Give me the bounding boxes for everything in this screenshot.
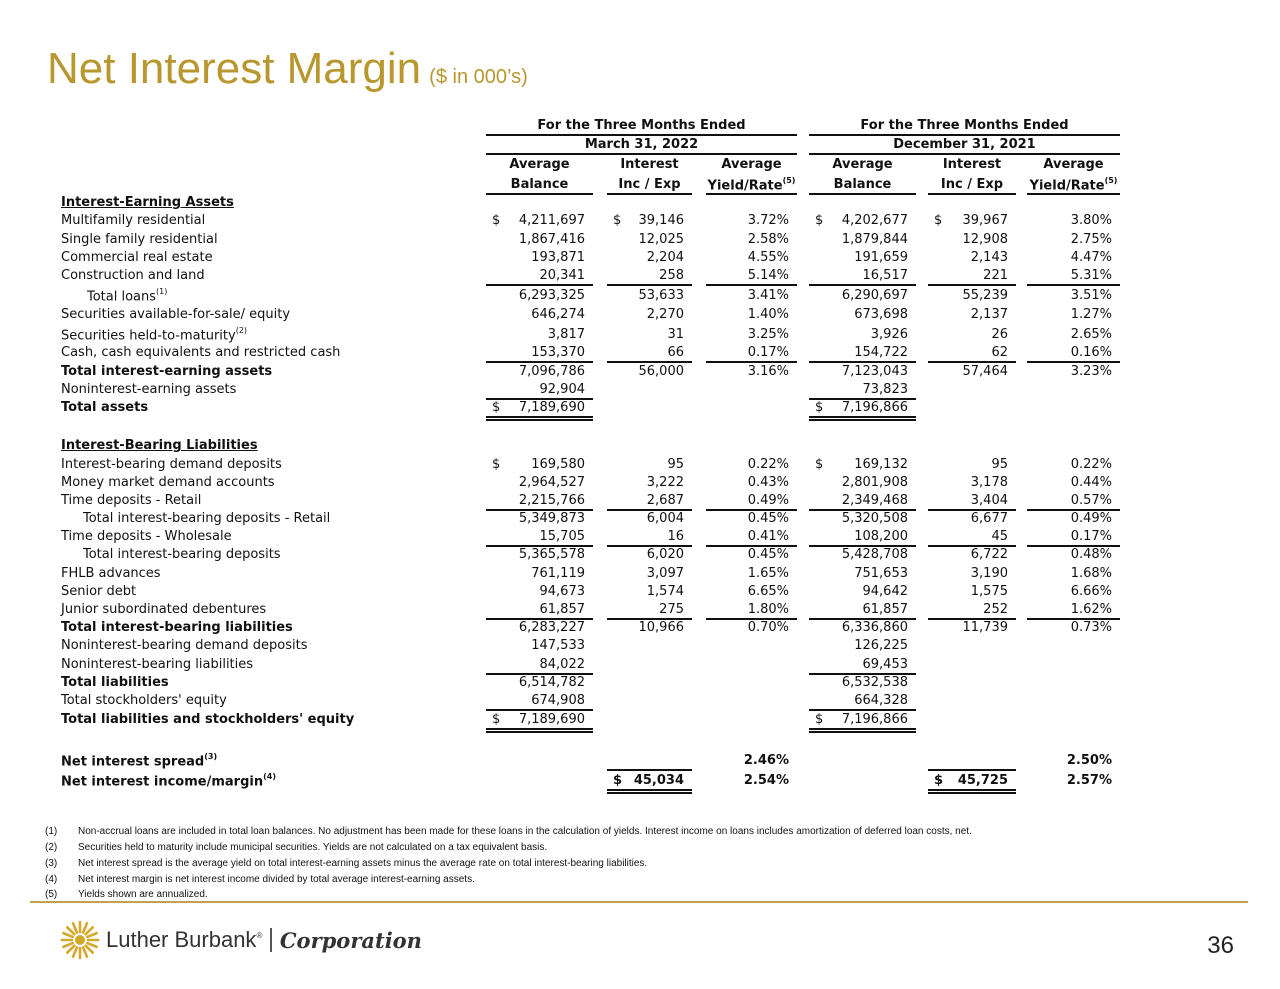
table-cell: 4,211,697 [518,213,585,228]
table-cell: 73,823 [862,382,908,397]
logo-separator [270,928,272,952]
cell-underline [486,709,593,711]
row-label: Total interest-bearing deposits - Retail [83,511,331,526]
table-cell: 56,000 [638,364,684,379]
table-cell: 2.57% [1066,773,1112,788]
column-header-rule [928,193,1016,195]
cell-double-underline [486,419,593,421]
table-cell: 0.57% [1070,493,1112,508]
table-cell: 7,196,866 [841,712,908,727]
cell-underline [607,769,692,771]
table-cell: 5,365,578 [518,547,585,562]
period-header-line2: December 31, 2021 [893,137,1036,152]
table-cell: 2.54% [743,773,789,788]
row-label: Total loans$^{(1)}$ [87,287,168,305]
table-cell: 7,123,043 [841,364,908,379]
cell-double-underline [809,419,916,421]
table-cell: 3,222 [646,475,684,490]
table-cell: 674,908 [531,693,585,708]
sun-ray [67,946,74,953]
table-cell: 62 [991,345,1008,360]
footnote-number: (3) [45,858,58,869]
table-cell: 6.65% [747,584,789,599]
column-header-top: Interest [942,157,1002,172]
table-cell: 7,189,690 [518,400,585,415]
row-label: Total interest-bearing liabilities [61,620,293,635]
sun-ray [63,933,72,937]
column-header-rule [486,193,593,195]
table-cell: 5,349,873 [518,511,585,526]
table-cell: 147,533 [531,638,585,653]
table-cell: 0.16% [1070,345,1112,360]
period-header-line1: For the Three Months Ended [537,118,746,133]
table-cell: 1,867,416 [518,232,585,247]
table-cell: 2,349,468 [841,493,908,508]
table-cell: 761,119 [531,566,585,581]
column-header-rule [809,193,916,195]
table-cell: 26 [991,327,1008,342]
cell-double-underline [607,792,692,794]
logo-brand-text: Luther Burbank® [106,927,263,952]
table-cell: 95 [667,457,684,472]
row-label: Securities available-for-sale/ equity [61,307,291,322]
table-cell: 57,464 [962,364,1008,379]
footnote-text: Net interest margin is net interest income divided by total average interest-earning assets. [78,874,475,885]
table-cell: 1.65% [747,566,789,581]
row-label: Noninterest-bearing liabilities [61,657,254,672]
cell-underline [706,361,797,363]
column-header-top: Average [1043,157,1104,172]
row-label: Junior subordinated debentures [61,602,267,617]
table-cell: 169,580 [531,457,585,472]
table-cell: 258 [659,268,684,283]
row-label: Noninterest-bearing demand deposits [61,638,308,653]
table-cell: 5.14% [747,268,789,283]
table-cell: 6,020 [646,547,684,562]
table-cell: 94,673 [539,584,585,599]
row-label: Total liabilities [61,675,169,690]
row-label: Cash, cash equivalents and restricted cash [61,345,341,360]
cell-double-underline [809,728,916,730]
row-label: Interest-Earning Assets [61,195,234,210]
table-cell: 2.46% [743,753,789,768]
dollar-sign: $ [492,213,501,228]
table-cell: 0.49% [1070,511,1112,526]
column-header-rule [607,193,692,195]
table-cell: 53,633 [638,288,684,303]
table-cell: 3.51% [1070,288,1112,303]
period-header-rule [809,134,1120,136]
table-cell: 0.49% [747,493,789,508]
column-header-top: Average [721,157,782,172]
table-cell: 6,283,227 [518,620,585,635]
column-header-bottom: Yield/Rate$^{(5)}$ [707,176,796,194]
column-header-bottom: Yield/Rate$^{(5)}$ [1029,176,1118,194]
table-cell: 646,274 [531,307,585,322]
company-logo [60,920,422,960]
table-cell: 31 [667,327,684,342]
table-cell: 3,926 [870,327,908,342]
table-cell: 6,290,697 [841,288,908,303]
table-cell: 3,097 [646,566,684,581]
table-cell: 4,202,677 [841,213,908,228]
table-cell: 252 [983,602,1008,617]
table-cell: 3.72% [747,213,789,228]
row-label: FHLB advances [61,566,161,581]
table-cell: 169,132 [854,457,908,472]
sun-ray [87,943,96,947]
table-cell: 15,705 [539,529,585,544]
table-cell: 1,575 [970,584,1008,599]
row-label: Total assets [61,400,149,415]
table-cell: 7,189,690 [518,712,585,727]
table-cell: 3,817 [547,327,585,342]
table-cell: 12,908 [962,232,1008,247]
sun-ray [67,927,74,934]
table-cell: 45,034 [633,773,684,788]
sun-ray [87,933,96,937]
table-cell: 0.45% [747,511,789,526]
cell-underline [809,284,916,286]
cell-underline [928,284,1016,286]
table-cell: 1,574 [646,584,684,599]
cell-underline [486,284,593,286]
footer-rule [30,901,1248,903]
cell-underline [928,769,1016,771]
cell-underline [809,709,916,711]
table-cell: 0.17% [1070,529,1112,544]
row-label: Senior debt [61,584,137,599]
table-cell: 2.65% [1070,327,1112,342]
table-cell: 126,225 [854,638,908,653]
column-header-top: Average [832,157,893,172]
sun-ray [86,946,93,953]
cell-underline [809,361,916,363]
column-header-rule [706,193,797,195]
row-label: Total interest-bearing deposits [83,547,281,562]
sun-ray [83,923,87,932]
table-cell: 3,404 [970,493,1008,508]
footnote-number: (5) [45,889,58,900]
table-cell: 95 [991,457,1008,472]
dollar-sign: $ [492,400,501,415]
table-cell: 92,904 [539,382,585,397]
table-cell: 1,879,844 [841,232,908,247]
table-cell: 6,532,538 [841,675,908,690]
cell-underline [1027,361,1120,363]
table-cell: 6,004 [646,511,684,526]
sun-ray [63,943,72,947]
row-label: Total liabilities and stockholders' equity [61,712,355,727]
cell-double-underline [928,792,1016,794]
table-cell: 4.47% [1070,250,1112,265]
cell-underline [607,284,692,286]
period-header-rule [486,134,797,136]
dollar-sign: $ [815,213,824,228]
cell-double-underline [928,789,1016,791]
column-header-top: Interest [620,157,679,172]
table-cell: 1.68% [1070,566,1112,581]
table-cell: 1.27% [1070,307,1112,322]
sun-ray [73,947,77,956]
table-cell: 3,178 [970,475,1008,490]
table-cell: 5,320,508 [841,511,908,526]
footnote-text: Net interest spread is the average yield on total interest-earning assets minus the average rate on total interest-bearing liabilities. [78,858,648,869]
table-cell: 3.80% [1070,213,1112,228]
page-title: Net Interest Margin ($ in 000’s) [47,44,528,93]
row-label: Money market demand accounts [61,475,275,490]
dollar-sign: $ [815,457,824,472]
row-label: Net interest income/margin$^{(4)}$ [61,772,276,790]
table-cell: 94,642 [862,584,908,599]
table-cell: 751,653 [854,566,908,581]
dollar-sign: $ [613,213,622,228]
table-cell: 5,428,708 [841,547,908,562]
table-cell: 2,143 [970,250,1008,265]
table-cell: 153,370 [531,345,585,360]
cell-double-underline [809,731,916,733]
table-cell: 12,025 [638,232,684,247]
table-cell: 61,857 [862,602,908,617]
column-header-rule [1027,193,1120,195]
table-cell: 6,677 [970,511,1008,526]
table-cell: 221 [983,268,1008,283]
table-cell: 0.44% [1070,475,1112,490]
table-cell: 7,096,786 [518,364,585,379]
row-label: Commercial real estate [61,250,213,265]
dollar-sign: $ [934,213,943,228]
cell-underline [706,284,797,286]
table-cell: 0.22% [1070,457,1112,472]
table-cell: 193,871 [531,250,585,265]
page-subtitle: ($ in 000’s) [429,66,528,88]
dollar-sign: $ [934,773,944,788]
table-cell: 20,341 [539,268,585,283]
cell-double-underline [486,731,593,733]
table-cell: 154,722 [854,345,908,360]
cell-underline [607,361,692,363]
sunburst-logo-icon [60,920,100,960]
row-label: Total interest-earning assets [61,364,273,379]
table-cell: 11,739 [962,620,1008,635]
row-label: Total stockholders' equity [61,693,227,708]
footnote-text: Securities held to maturity include municipal securities. Yields are not calculated on a tax equivalent basis. [78,842,548,853]
table-cell: 39,146 [638,213,684,228]
table-cell: 0.45% [747,547,789,562]
table-cell: 2.50% [1066,753,1112,768]
period-header-rule [809,153,1120,155]
table-cell: 16 [667,529,684,544]
table-cell: 45 [991,529,1008,544]
table-cell: 66 [667,345,684,360]
table-cell: 0.73% [1070,620,1112,635]
cell-double-underline [607,789,692,791]
table-cell: 45,725 [957,773,1008,788]
table-cell: 2.75% [1070,232,1112,247]
table-cell: 16,517 [862,268,908,283]
row-label: Time deposits - Retail [61,493,202,508]
table-cell: 0.70% [747,620,789,635]
table-cell: 2,204 [646,250,684,265]
table-cell: 84,022 [539,657,585,672]
row-label: Interest-bearing demand deposits [61,457,282,472]
table-cell: 2,964,527 [518,475,585,490]
table-cell: 275 [659,602,684,617]
column-header-top: Average [509,157,570,172]
table-cell: 1.62% [1070,602,1112,617]
table-cell: 1.40% [747,307,789,322]
row-label: Securities held-to-maturity$^{(2)}$ [61,326,248,344]
table-cell: 69,453 [862,657,908,672]
cell-double-underline [486,728,593,730]
footnote-number: (4) [45,874,58,885]
table-cell: 2,801,908 [841,475,908,490]
column-header-bottom: Inc / Exp [940,177,1004,192]
row-label: Noninterest-earning assets [61,382,237,397]
footnote-text: Yields shown are annualized. [78,889,208,900]
column-header-bottom: Inc / Exp [618,177,681,192]
table-cell: 0.22% [747,457,789,472]
table-cell: 0.48% [1070,547,1112,562]
table-cell: 664,328 [854,693,908,708]
period-header-rule [486,153,797,155]
table-cell: 0.41% [747,529,789,544]
row-label: Interest-Bearing Liabilities [61,438,258,453]
table-cell: 4.55% [747,250,789,265]
table-cell: 5.31% [1070,268,1112,283]
table-cell: 3,190 [970,566,1008,581]
cell-underline [1027,284,1120,286]
row-label: Construction and land [61,268,205,283]
row-label: Single family residential [61,232,218,247]
table-cell: 2,137 [970,307,1008,322]
table-cell: 3.23% [1070,364,1112,379]
table-cell: 6,336,860 [841,620,908,635]
footnote-number: (1) [45,826,58,837]
row-label: Time deposits - Wholesale [61,529,232,544]
table-cell: 39,967 [962,213,1008,228]
table-cell: 3.25% [747,327,789,342]
table-cell: 2.58% [747,232,789,247]
table-cell: 2,687 [646,493,684,508]
table-cell: 6,293,325 [518,288,585,303]
row-label: Multifamily residential [61,213,206,228]
column-header-bottom: Balance [833,177,892,192]
sun-ray [86,927,93,934]
table-cell: 6,722 [970,547,1008,562]
table-cell: 7,196,866 [841,400,908,415]
table-cell: 6.66% [1070,584,1112,599]
dollar-sign: $ [492,712,501,727]
table-cell: 673,698 [854,307,908,322]
cell-underline [928,361,1016,363]
table-cell: 1.80% [747,602,789,617]
table-cell: 3.16% [747,364,789,379]
table-cell: 2,270 [646,307,684,322]
table-cell: 61,857 [539,602,585,617]
row-label: Net interest spread$^{(3)}$ [61,752,218,770]
table-cell: 108,200 [854,529,908,544]
page-number: 36 [1207,932,1234,959]
table-cell: 2,215,766 [518,493,585,508]
dollar-sign: $ [815,712,824,727]
sun-ray [83,947,87,956]
column-header-bottom: Balance [510,177,569,192]
logo-corporation-text: Corporation [279,927,422,953]
sun-ray [73,923,77,932]
period-header-line2: March 31, 2022 [584,137,699,152]
dollar-sign: $ [613,773,623,788]
table-cell: 10,966 [638,620,684,635]
period-header-line1: For the Three Months Ended [860,118,1069,133]
cell-double-underline [486,416,593,418]
table-cell: 55,239 [962,288,1008,303]
footnote-number: (2) [45,842,58,853]
footnote-text: Non-accrual loans are included in total loan balances. No adjustment has been made for these loans in the calculation of yields. Interest income on loans includes amortization of deferred loan costs, net. [78,826,972,837]
cell-double-underline [809,416,916,418]
dollar-sign: $ [815,400,824,415]
dollar-sign: $ [492,457,501,472]
table-cell: 6,514,782 [518,675,585,690]
table-cell: 0.43% [747,475,789,490]
table-cell: 191,659 [854,250,908,265]
table-cell: 3.41% [747,288,789,303]
table-cell: 0.17% [747,345,789,360]
cell-underline [486,361,593,363]
